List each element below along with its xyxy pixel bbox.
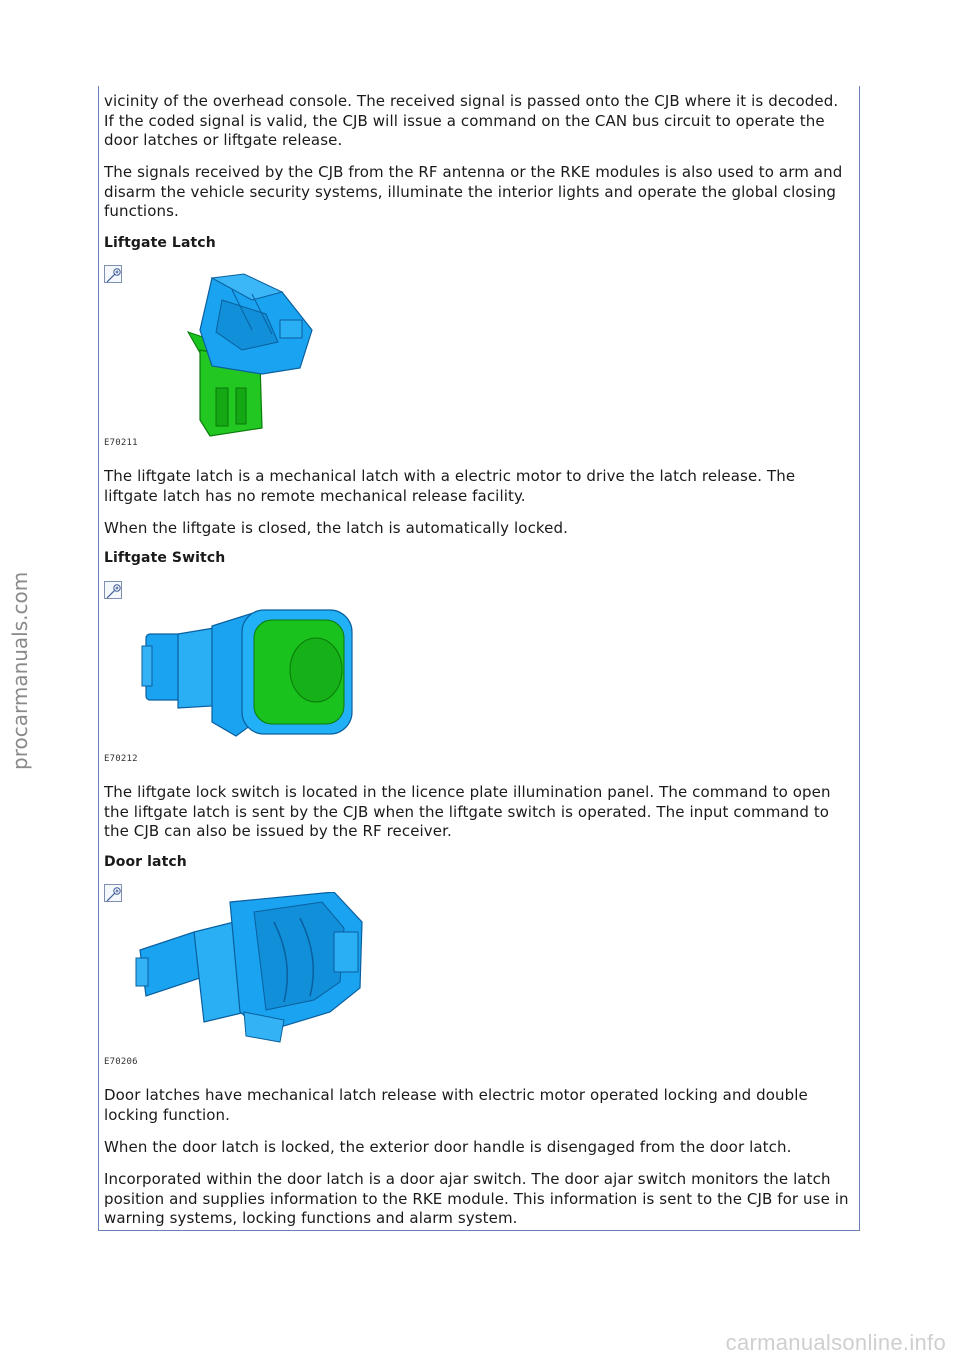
- door-latch-figure: [134, 892, 374, 1052]
- heading-liftgate-switch: Liftgate Switch: [104, 550, 226, 566]
- zoom-in-icon[interactable]: [104, 265, 122, 283]
- liftgate-switch-text-1: The liftgate lock switch is located in the licence plate illumination panel. The command to open the liftgate latch is sent by the CJB when the liftgate switch is operated. The input command to the CJB can also be issued by the RF receiver.: [104, 783, 831, 841]
- figure-code-e70211: E70211: [104, 438, 138, 448]
- figure-code-e70212: E70212: [104, 754, 138, 764]
- door-latch-text-2: When the door latch is locked, the exterior door handle is disengaged from the door latch.: [104, 1138, 792, 1156]
- door-latch-text-1: Door latches have mechanical latch release with electric motor operated locking and double locking function.: [104, 1086, 808, 1124]
- liftgate-latch-text-1: The liftgate latch is a mechanical latch with a electric motor to drive the latch release. The liftgate latch has no remote mechanical release facility.: [104, 467, 796, 505]
- heading-door-latch: Door latch: [104, 854, 187, 870]
- figure-code-e70206: E70206: [104, 1057, 138, 1067]
- side-watermark: [8, 571, 38, 980]
- side-watermark-text: procarmanuals.com: [8, 571, 32, 770]
- bottom-watermark: carmanualsonline.info: [725, 1330, 946, 1355]
- zoom-in-icon[interactable]: [104, 581, 122, 599]
- liftgate-latch-text-2: When the liftgate is closed, the latch is automatically locked.: [104, 519, 568, 537]
- liftgate-latch-figure: [182, 270, 322, 440]
- intro-paragraph: vicinity of the overhead console. The received signal is passed onto the CJB where it is decoded. If the coded signal is valid, the CJB will issue a command on the CAN bus circuit to operate the door latches or liftgate release.: [104, 92, 839, 150]
- liftgate-switch-figure: [138, 604, 358, 744]
- door-latch-text-3: Incorporated within the door latch is a door ajar switch. The door ajar switch monitors the latch position and supplies information to the RKE module. This information is sent to the CJB for use in warning systems, locking functions and alarm system.: [104, 1170, 849, 1228]
- heading-liftgate-latch: Liftgate Latch: [104, 235, 216, 251]
- signals-paragraph: The signals received by the CJB from the RF antenna or the RKE modules is also used to arm and disarm the vehicle security systems, illuminate the interior lights and operate the global closing functions.: [104, 163, 843, 221]
- zoom-in-icon[interactable]: [104, 884, 122, 902]
